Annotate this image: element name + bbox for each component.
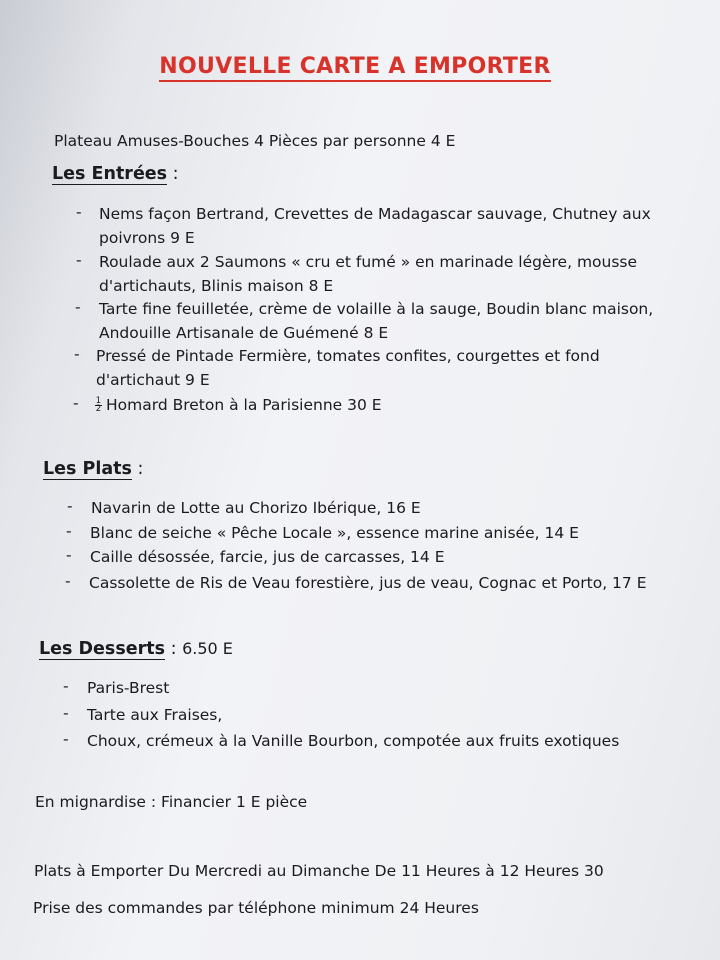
item-line: poivrons 9 E xyxy=(99,228,195,247)
item-line: d'artichaut 9 E xyxy=(96,370,210,389)
item-line: Andouille Artisanale de Guémené 8 E xyxy=(99,323,389,342)
item-line: d'artichauts, Blinis maison 8 E xyxy=(99,276,334,295)
list-item: Blanc de seiche « Pêche Locale », essence marine anisée, 14 E xyxy=(90,524,579,542)
desserts-heading-text: Les Desserts xyxy=(39,639,166,659)
plats-heading xyxy=(43,459,143,479)
list-item: Choux, crémeux à la Vanille Bourbon, compotée aux fruits exotiques xyxy=(87,732,620,750)
item-line: Tarte fine feuilletée, crème de volaille à la sauge, Boudin blanc maison, xyxy=(99,300,654,318)
list-item: Navarin de Lotte au Chorizo Ibérique, 16 E xyxy=(91,499,421,517)
footer-orders: Prise des commandes par téléphone minimum 24 Heures xyxy=(33,899,479,917)
footer-hours: Plats à Emporter Du Mercredi au Dimanche De 11 Heures à 12 Heures 30 xyxy=(34,862,604,880)
list-dash: - xyxy=(66,522,72,540)
desserts-price: 6.50 E xyxy=(182,639,233,658)
mignardise-line: En mignardise : Financier 1 E pièce xyxy=(35,793,308,811)
desserts-heading-colon: : xyxy=(165,639,183,659)
entrees-heading-text: Les Entrées xyxy=(52,164,168,184)
list-dash: - xyxy=(76,251,82,269)
fraction-numerator: 1 xyxy=(95,396,102,406)
fraction-denominator: 2 xyxy=(95,404,102,414)
item-text: Homard Breton à la Parisienne 30 E xyxy=(106,396,382,414)
list-dash: - xyxy=(67,497,73,515)
list-item-homard xyxy=(95,394,655,418)
entrees-heading xyxy=(52,164,179,184)
list-dash: - xyxy=(73,394,79,412)
desserts-heading xyxy=(39,639,233,659)
list-dash: - xyxy=(63,730,69,748)
plats-heading-text: Les Plats xyxy=(43,459,132,479)
list-dash: - xyxy=(65,572,71,590)
plats-heading-colon: : xyxy=(131,459,144,479)
item-line: Pressé de Pintade Fermière, tomates confites, courgettes et fond xyxy=(96,347,600,365)
menu-title-text: NOUVELLE CARTE A EMPORTER xyxy=(159,54,550,82)
list-dash: - xyxy=(75,298,81,316)
entrees-heading-colon: : xyxy=(167,164,179,184)
list-dash: - xyxy=(63,677,69,695)
list-dash: - xyxy=(63,704,69,722)
plateau-line: Plateau Amuses-Bouches 4 Pièces par personne 4 E xyxy=(54,132,456,150)
list-item: Paris-Brest xyxy=(87,679,170,697)
list-item xyxy=(99,298,659,345)
list-item: Caille désossée, farcie, jus de carcasses, 14 E xyxy=(90,548,445,566)
menu-title xyxy=(0,54,710,79)
item-line: Nems façon Bertrand, Crevettes de Madagascar sauvage, Chutney aux xyxy=(99,205,651,223)
list-item xyxy=(99,251,659,298)
list-dash: - xyxy=(66,546,72,564)
list-dash: - xyxy=(76,203,82,221)
list-item xyxy=(96,345,656,392)
list-dash: - xyxy=(74,345,80,363)
list-item: Tarte aux Fraises, xyxy=(87,706,223,724)
half-fraction xyxy=(95,398,102,413)
list-item: Cassolette de Ris de Veau forestière, jus de veau, Cognac et Porto, 17 E xyxy=(89,574,647,592)
item-line: Roulade aux 2 Saumons « cru et fumé » en marinade légère, mousse xyxy=(99,253,638,271)
list-item xyxy=(99,203,659,250)
